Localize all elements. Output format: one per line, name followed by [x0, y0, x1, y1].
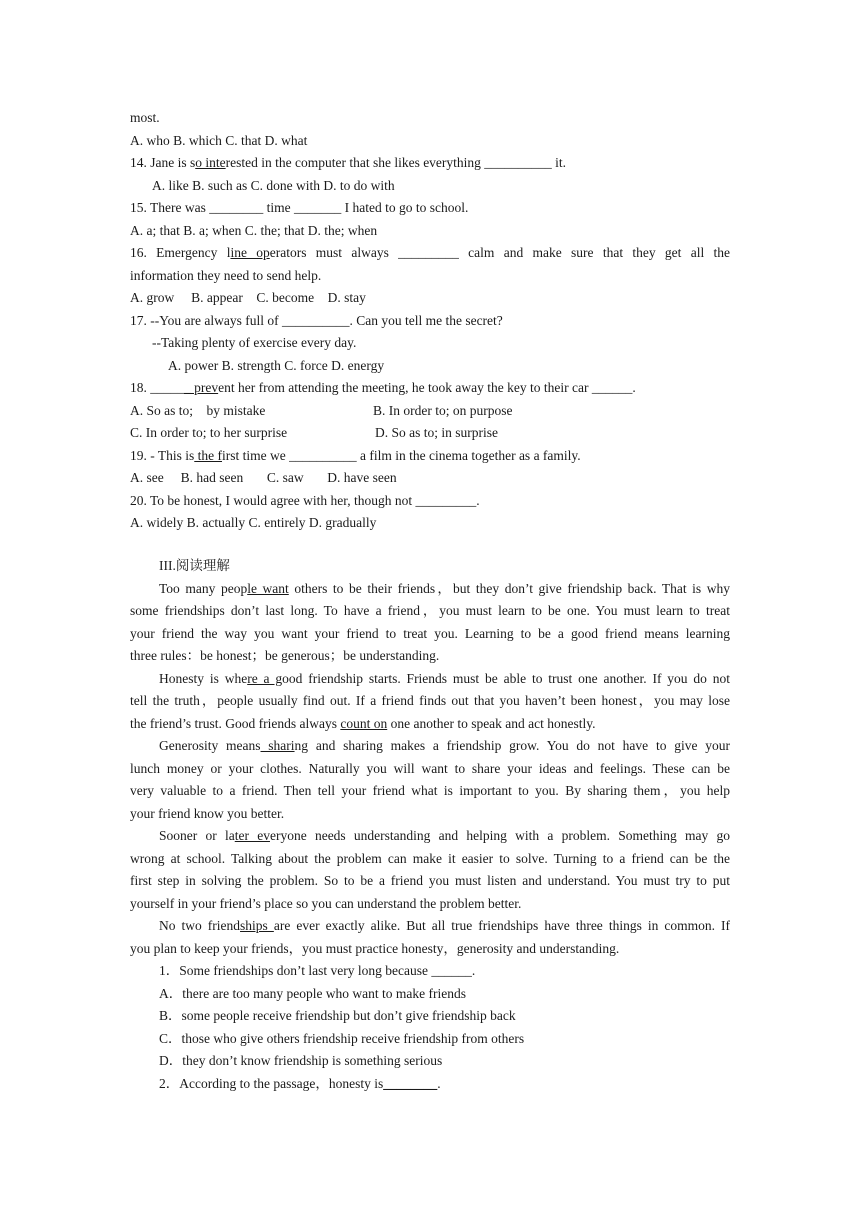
p3-line1	[130, 737, 730, 755]
p3-line1-pre: Generosity means	[159, 738, 261, 753]
p2-line1-underline: re a g	[247, 671, 283, 686]
q18-option-c: C. In order to; to her surprise	[130, 425, 288, 440]
q19-underline: the f	[194, 448, 223, 463]
p4-line3: first step in solving the problem. So to be a friend you must listen and understand. You must try to put	[130, 873, 730, 888]
q18-post: ent her from attending the meeting, he took away the key to their car ______.	[218, 380, 636, 395]
p5-line1	[130, 917, 730, 935]
q16-options: A. grow B. appear C. become D. stay	[130, 290, 366, 305]
rq2-post: .	[437, 1076, 441, 1091]
p4-line2: wrong at school. Talking about the problem can make it easier to solve. Turning to a friend can be the	[130, 851, 730, 866]
q15-options: A. a; that B. a; when C. the; that D. the; when	[130, 223, 378, 238]
p2-line3-post: one another to speak and act honestly.	[387, 716, 596, 731]
reading-question-1: 1．Some friendships don’t last very long because ______.	[159, 963, 476, 978]
p4-line4: yourself in your friend’s place so you can understand the problem better.	[130, 896, 522, 911]
p2-line3	[130, 715, 596, 733]
q18-underline: _ prev	[184, 380, 219, 395]
p1-line1-underline: le want	[247, 581, 289, 596]
question-15: 15. There was ________ time _______ I hated to go to school.	[130, 200, 469, 215]
p1-line3: your friend the way you want your friend to treat you. Learning to be a good friend means learning	[130, 626, 730, 641]
question-14	[130, 154, 566, 172]
p3-line2: lunch money or your clothes. Naturally you will want to share your ideas and feelings. These can be	[130, 761, 730, 776]
p2-line1-post: ood friendship starts. Friends must be able to trust one another. If you do not	[282, 671, 730, 686]
p4-line1-pre: Sooner or la	[159, 828, 235, 843]
question-18	[130, 379, 636, 397]
q16-pre: 16. Emergency l	[130, 245, 231, 260]
rq1-option-b: B．some people receive friendship but don’t give friendship back	[159, 1008, 516, 1023]
p4-line1	[130, 827, 730, 845]
line-most: most.	[130, 110, 160, 125]
p5-line1-pre: No two friend	[159, 918, 241, 933]
q13-options: A. who B. which C. that D. what	[130, 133, 308, 148]
p1-line4: three rules：be honest；be generous；be understanding.	[130, 648, 440, 663]
q19-pre: 19. - This is	[130, 448, 195, 463]
question-16-line1	[130, 244, 730, 262]
p2-line3-pre: the friend’s trust. Good friends always	[130, 716, 341, 731]
p2-line3-underline: count on	[340, 716, 388, 731]
question-17-line2: --Taking plenty of exercise every day.	[152, 335, 357, 350]
rq2-blank: ________	[383, 1076, 438, 1091]
q16-post: erators must always _________ calm and make sure that they get all the	[269, 245, 730, 260]
q19-post: irst time we __________ a film in the cinema together as a family.	[222, 448, 581, 463]
question-17-line1: 17. --You are always full of __________. Can you tell me the secret?	[130, 313, 503, 328]
p4-line1-post: eryone needs understanding and helping with a problem. Something may go	[269, 828, 730, 843]
p5-line1-underline: ships	[240, 918, 274, 933]
p1-line1	[130, 580, 730, 598]
q18-option-a: A. So as to; by mistake	[130, 403, 266, 418]
q14-underline: o inte	[195, 155, 226, 170]
question-20: 20. To be honest, I would agree with her, though not _________.	[130, 493, 480, 508]
rq1-option-c: C．those who give others friendship receive friendship from others	[159, 1031, 525, 1046]
question-19	[130, 447, 581, 465]
q18-option-d: D. So as to; in surprise	[375, 425, 498, 440]
p3-line3: very valuable to a friend. Then tell your friend what is important to you. By sharing them，you help	[130, 783, 730, 798]
reading-question-2	[159, 1075, 441, 1093]
p1-line1-post: others to be their friends，but they don’t give friendship back. That is why	[288, 581, 730, 596]
rq1-option-a: A．there are too many people who want to make friends	[159, 986, 467, 1001]
p3-line4: your friend know you better.	[130, 806, 285, 821]
p1-line2: some friendships don’t last long. To have a friend，you must learn to be one. You must learn to treat	[130, 603, 730, 618]
rq2-pre: 2．According to the passage，honesty is	[159, 1076, 384, 1091]
p2-line1	[130, 670, 730, 688]
p3-line1-post: ng and sharing makes a friendship grow. You do not have to give your	[294, 738, 730, 753]
p2-line2: tell the truth，people usually find out. If a friend finds out that you haven’t been honest，you may lose	[130, 693, 730, 708]
q17-options: A. power B. strength C. force D. energy	[168, 358, 385, 373]
rq1-option-d: D．they don’t know friendship is something serious	[159, 1053, 443, 1068]
p4-line1-underline: ter ev	[234, 828, 270, 843]
q14-pre: 14. Jane is s	[130, 155, 196, 170]
q14-post: rested in the computer that she likes everything __________ it.	[225, 155, 567, 170]
section-heading-reading: III.阅读理解	[159, 558, 230, 573]
p3-line1-underline: shari	[260, 738, 295, 753]
q20-options: A. widely B. actually C. entirely D. gradually	[130, 515, 377, 530]
p2-line1-pre: Honesty is whe	[159, 671, 248, 686]
q19-options: A. see B. had seen C. saw D. have seen	[130, 470, 397, 485]
p5-line1-post: are ever exactly alike. But all true friendships have three things in common. If	[273, 918, 731, 933]
q18-pre: 18. _____	[130, 380, 184, 395]
p1-line1-pre: Too many peop	[159, 581, 248, 596]
question-16-line2: information they need to send help.	[130, 268, 322, 283]
q18-option-b: B. In order to; on purpose	[373, 403, 513, 418]
q14-options: A. like B. such as C. done with D. to do with	[152, 178, 395, 193]
p5-line2: you plan to keep your friends，you must practice honesty，generosity and understanding.	[130, 941, 620, 956]
q16-underline: ine op	[230, 245, 270, 260]
